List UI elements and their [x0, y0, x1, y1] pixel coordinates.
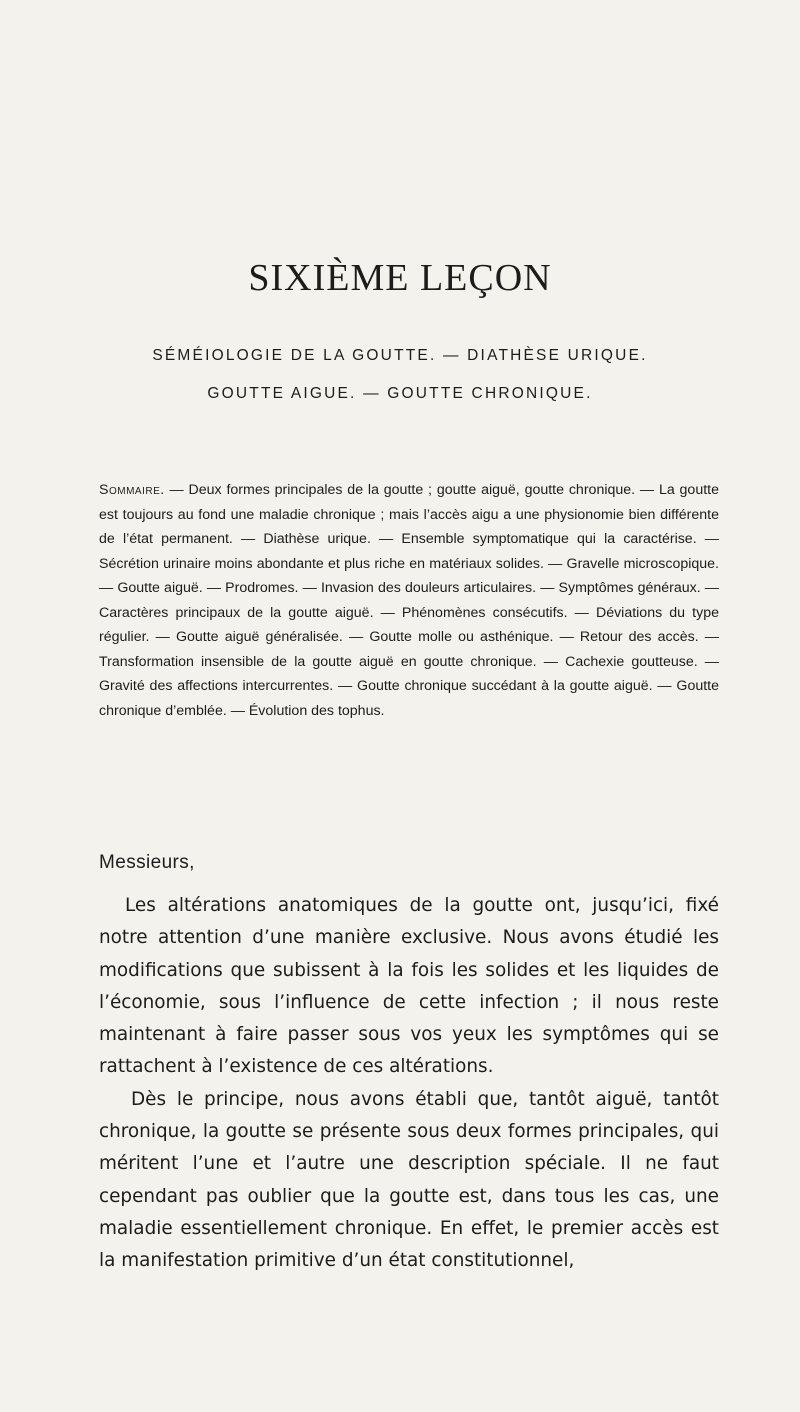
salutation: Messieurs, — [99, 852, 195, 873]
summary-text: — Deux formes principales de la goutte ; goutte aiguë, goutte chronique. — La goutte est toujours au fond une maladie chronique ; mais l’accès aigu a une physionomie bien différente de l’état permanent. — Diathèse urique. — Ensemble symptomatique qui la caractérise. — Sécrétion urinaire moins abondante et plus riche en matériaux solides. — Gravelle microscopique. — Goutte aiguë. — Prodromes. — Invasion des douleurs articulaires. — Symptômes généraux. — Caractères principaux de la goutte aiguë. — Phénomènes consécutifs. — Déviations du type régulier. — Goutte aiguë généralisée. — Goutte molle ou asthénique. — Retour des accès. — Transformation insensible de la goutte aiguë en goutte chronique. — Cachexie goutteuse. — Gravité des affections intercurrentes. — Goutte chronique succédant à la goutte aiguë. — Goutte chronique d’emblée. — Évolution des tophus. — [99, 482, 719, 719]
summary-lead: Sommaire. — [99, 482, 165, 498]
lecture-subtitle-line2: GOUTTE AIGUE. — GOUTTE CHRONIQUE. — [207, 385, 593, 402]
summary-paragraph — [99, 478, 719, 723]
lecture-subtitle-line1: SÉMÉIOLOGIE DE LA GOUTTE. — DIATHÈSE URIQUE. — [152, 347, 648, 364]
lecture-title: SIXIÈME LEÇON — [248, 257, 552, 299]
body-paragraph-2: Dès le principe, nous avons établi que, tantôt aiguë, tantôt chronique, la goutte se présente sous deux formes principales, qui méritent l’une et l’autre une description spéciale. Il ne faut cependant pas oublier que la goutte est, dans tous les cas, une maladie essentiellement chronique. En effet, le premier accès est la manifestation primitive d’un état constitutionnel, — [99, 1088, 719, 1272]
body-paragraph-1: Les altérations anatomiques de la goutte ont, jusqu’ici, fixé notre attention d’une manière exclusive. Nous avons étudié les modifications que subissent à la fois les solides et les liquides de l’économie, sous l’influence de cette infection ; il nous reste maintenant à faire passer sous vos yeux les symptômes qui se rattachent à l’existence de ces altérations. — [99, 895, 719, 1078]
body-text — [99, 890, 719, 1278]
